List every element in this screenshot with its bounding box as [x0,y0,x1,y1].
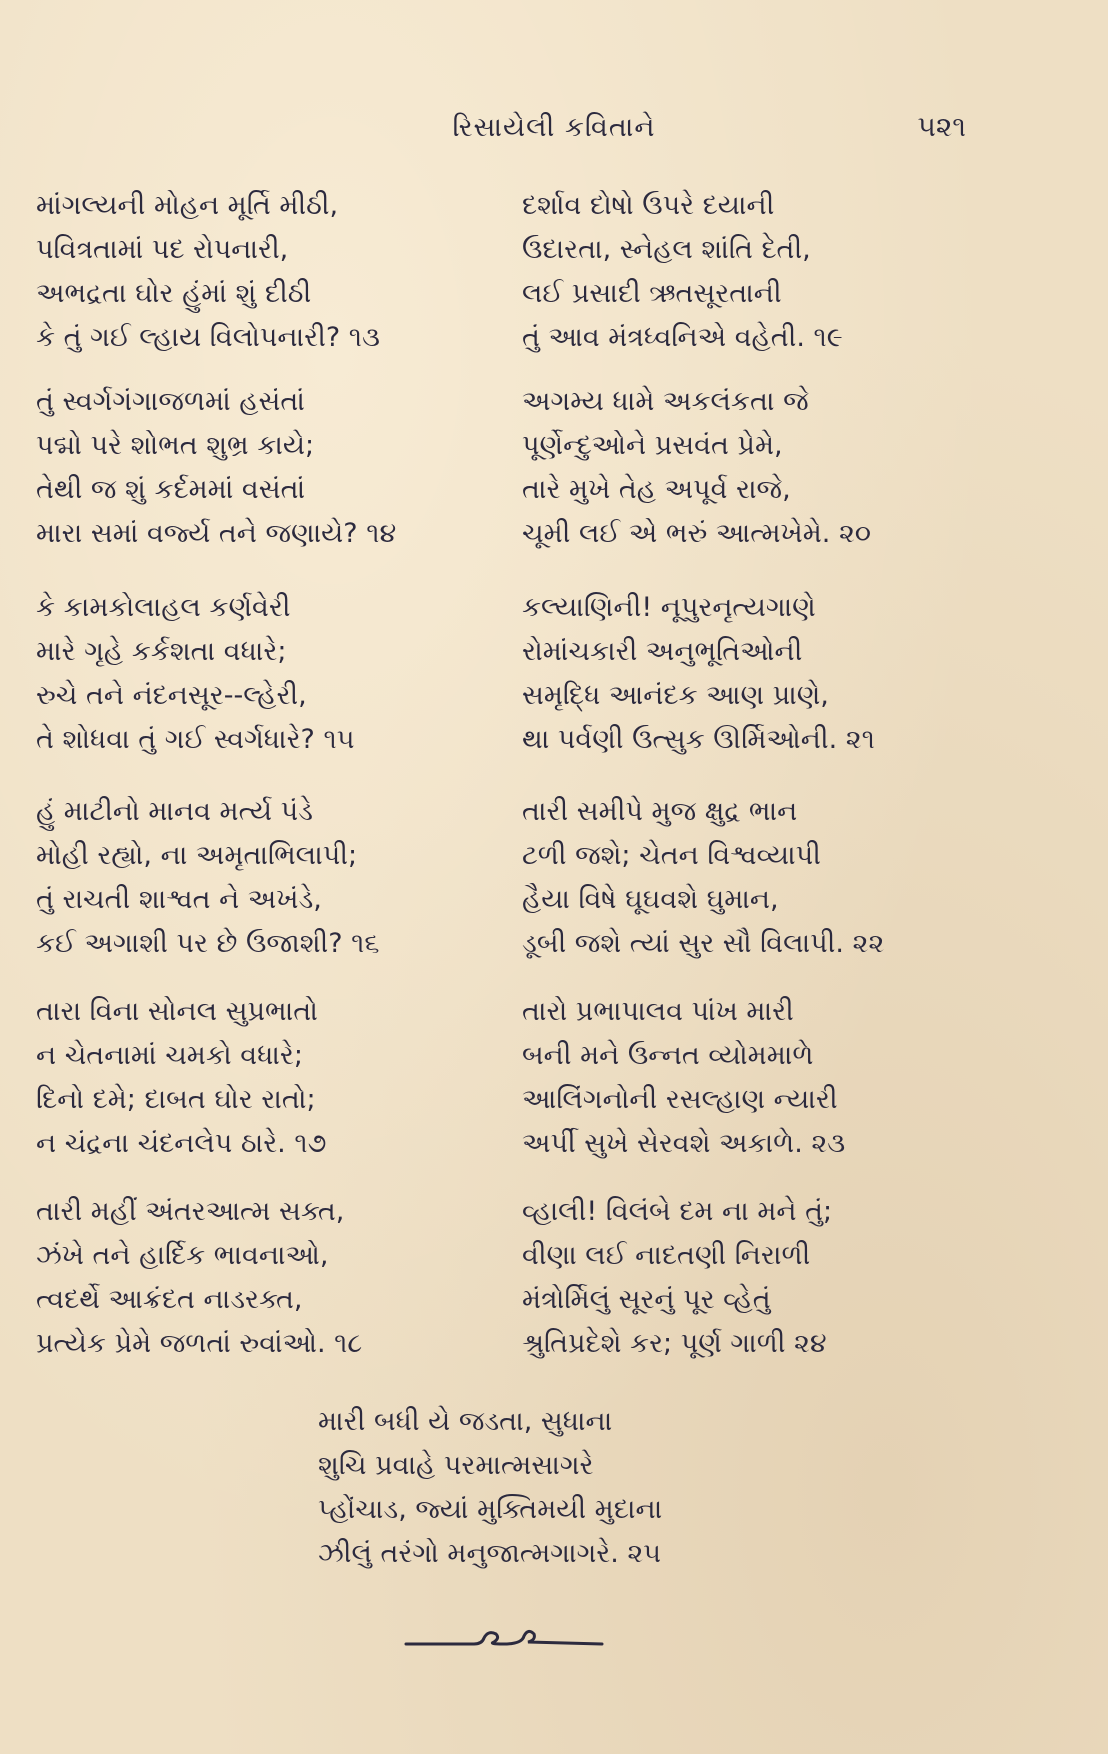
verse-line: ન ચંદ્રના ચંદનલેપ ઠારે. ૧૭ [36,1128,327,1159]
verse-line: કે તું ગઈ લ્હાય વિલોપનારી? ૧૩ [36,322,380,353]
verse-line: મોહી રહ્યો, ના અમૃતાભિલાપી; [36,840,358,871]
verse-line: તે શોધવા તું ગઈ સ્વર્ગધારે? ૧૫ [36,724,355,755]
stanza-18 [36,1190,484,1366]
verse-line: પ્હોંચાડ, જ્યાં મુક્તિમયી મુદાના [318,1494,663,1525]
verse-line: શુચિ પ્રવાહે પરમાત્મસાગરે [318,1450,594,1481]
stanza-17 [36,990,484,1166]
verse-line: તારી સમીપે મુજ ક્ષુદ્ર ભાન [522,796,798,827]
verse-line: કે કામકોલાહલ કર્ણવેરી [36,592,291,623]
verse-line: તારે મુખે તેહ અપૂર્વ રાજે, [522,474,791,505]
verse-line: વ્હાલી! વિલંબે દમ ના મને તું; [522,1196,833,1227]
verse-line: હું માટીનો માનવ મર્ત્ય પંડે [36,796,313,827]
verse-line: પદ્મો પરે શોભત શુભ્ર કાયે; [36,430,315,461]
verse-line: પ્રત્યેક પ્રેમે જળતાં રુવાંઓ. ૧૮ [36,1328,363,1359]
verse-line: મારા સમાં વર્જ્ય તને જણાયે? ૧૪ [36,518,397,549]
stanza-22 [522,790,974,966]
verse-line: રુચે તને નંદનસૂર--લ્હેરી, [36,680,307,711]
verse-line: બની મને ઉન્નત વ્યોમમાળે [522,1040,814,1071]
verse-line: તારા વિના સોનલ સુપ્રભાતો [36,996,318,1027]
verse-line: તું આવ મંત્રધ્વનિએ વહેતી. ૧૯ [522,322,843,353]
verse-line: આલિંગનોની રસલ્હાણ ન્યારી [522,1084,838,1115]
verse-line: શ્રુતિપ્રદેશે કર; પૂર્ણ ગાળી ૨૪ [522,1328,827,1359]
running-title: રિસાયેલી કવિતાને [452,112,656,143]
verse-line: માંગલ્યની મોહન મૂર્તિ મીઠી, [36,190,339,221]
verse-line: દર્શાવ દોષો ઉપરે દયાની [522,190,775,221]
verse-line: અર્પી સુખે સેરવશે અકાળે. ૨૩ [522,1128,846,1159]
verse-line: અગમ્ય ધામે અકલંકતા જે [522,386,809,417]
verse-line: મારે ગૃહે કર્કશતા વધારે; [36,636,287,667]
verse-line: કઈ અગાશી પર છે ઉજાશી? ૧૬ [36,928,380,959]
verse-line: વીણા લઈ નાદતણી નિરાળી [522,1240,811,1271]
stanza-16 [36,790,484,966]
verse-line: લઈ પ્રસાદી ઋતસૂરતાની [522,278,782,309]
verse-line: તેથી જ શું કર્દમમાં વસંતાં [36,474,306,505]
verse-line: થા પર્વણી ઉત્સુક ઊર્મિઓની. ૨૧ [522,724,875,755]
verse-line: ટળી જશે; ચેતન વિશ્વવ્યાપી [522,840,821,871]
verse-line: ઉદારતા, સ્નેહલ શાંતિ દેતી, [522,234,811,265]
verse-line: સમૃદ્ધિ આનંદક આણ પ્રાણે, [522,680,829,711]
verse-line: પવિત્રતામાં પદ રોપનારી, [36,234,289,265]
verse-line: મારી બધી યે જડતા, સુધાના [318,1406,613,1437]
verse-line: કલ્યાણિની! નૂપુરનૃત્યગાણે [522,592,816,623]
verse-line: મંત્રોર્મિલું સૂરનું પૂર વ્હેતું [522,1284,771,1315]
verse-line: અભદ્રતા ઘોર હુંમાં શું દીઠી [36,278,312,309]
verse-line: ચૂમી લઈ એ ભરું આત્મખેમે. ૨૦ [522,518,872,549]
verse-line: ન ચેતનામાં ચમકો વધારે; [36,1040,303,1071]
stanza-15 [36,586,484,762]
stanza-20 [522,380,974,556]
stanza-19 [522,184,974,360]
end-ornament-icon [404,1622,604,1652]
verse-line: પૂર્ણેન્દુઓને પ્રસવંત પ્રેમે, [522,430,783,461]
stanza-14 [36,380,484,556]
stanza-13 [36,184,484,360]
verse-line: ઝંખે તને હાર્દિક ભાવનાઓ, [36,1240,329,1271]
verse-line: ઝીલું તરંગો મનુજાત્મગાગરે. ૨૫ [318,1538,662,1569]
verse-line: તારો પ્રભાપાલવ પાંખ મારી [522,996,794,1027]
verse-line: તું સ્વર્ગગંગાજળમાં હસંતાં [36,386,305,417]
verse-line: તું રાચતી શાશ્વત ને અખંડે, [36,884,322,915]
verse-line: ડૂબી જશે ત્યાં સુર સૌ વિલાપી. ૨૨ [522,928,885,959]
verse-line: રોમાંચકારી અનુભૂતિઓની [522,636,803,667]
stanza-25 [318,1400,738,1576]
stanza-21 [522,586,974,762]
verse-line: દિનો દમે; દાબત ઘોર રાતો; [36,1084,316,1115]
page-number: ૫૨૧ [917,110,966,143]
stanza-23 [522,990,974,1166]
verse-line: ત્વદર્થે આક્રંદત નાડરક્ત, [36,1284,303,1315]
stanza-24 [522,1190,974,1366]
verse-line: તારી મહીં અંતરઆત્મ સક્ત, [36,1196,345,1227]
verse-line: હૈયા વિષે ઘૂઘવશે ઘુમાન, [522,884,779,915]
